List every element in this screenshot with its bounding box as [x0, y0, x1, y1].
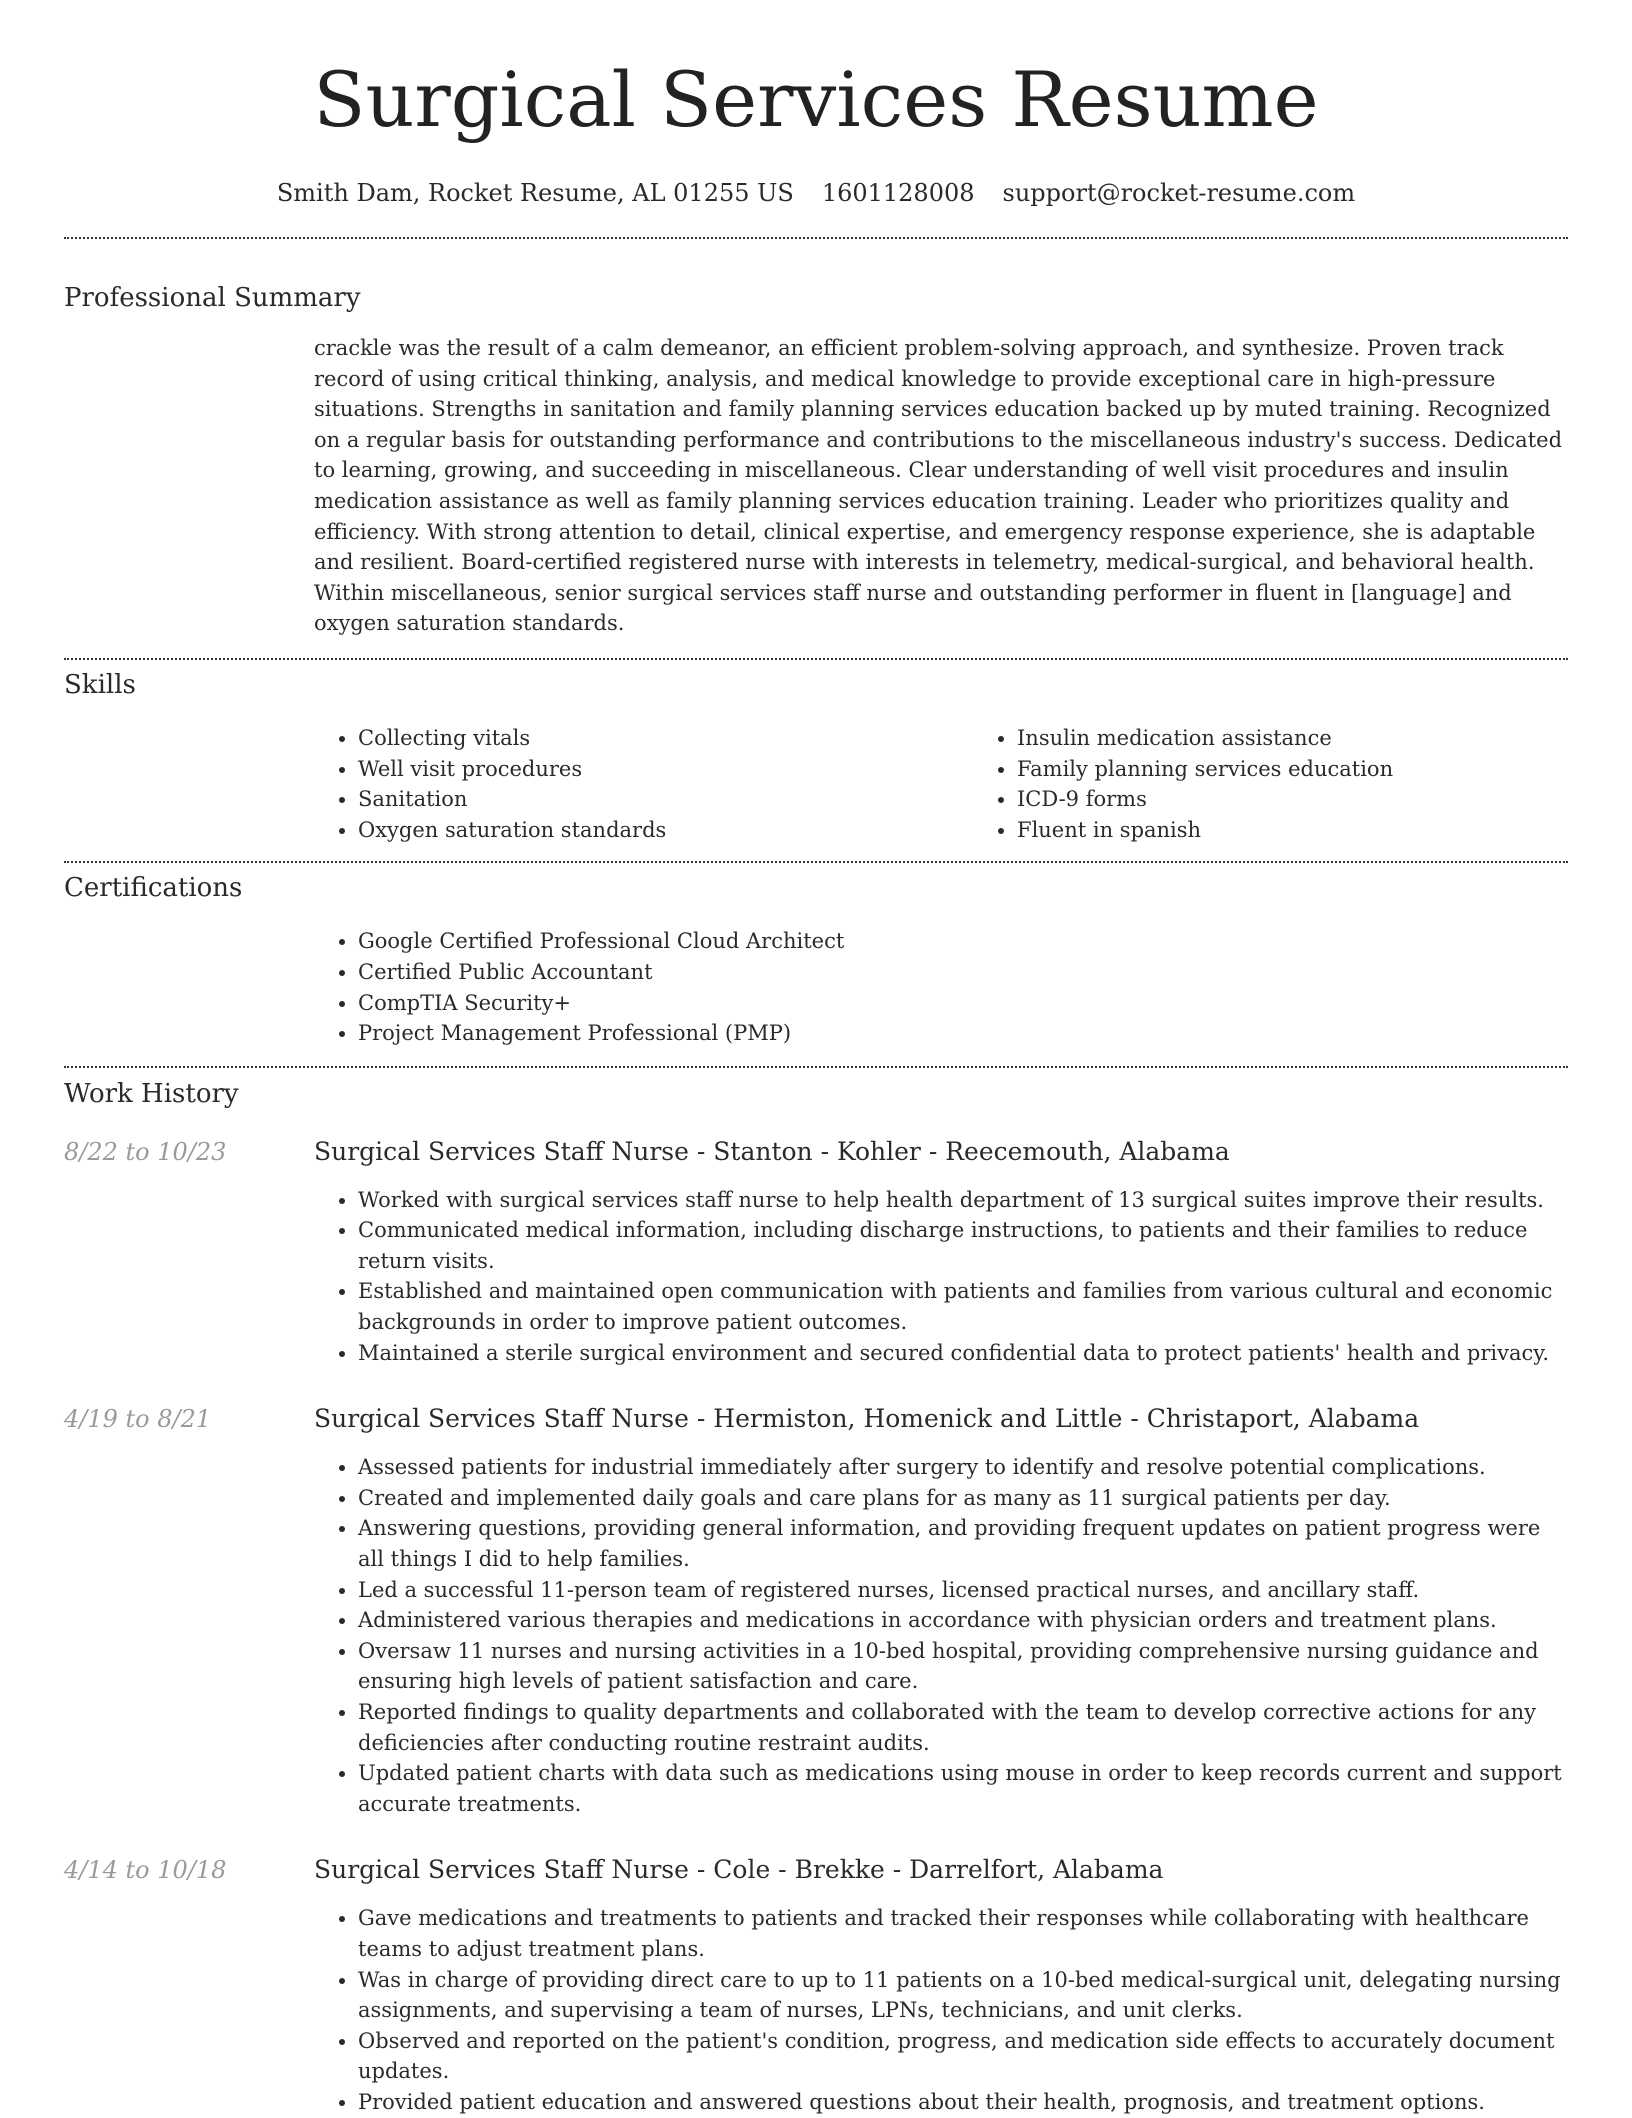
job-details	[314, 1903, 1568, 2117]
divider	[64, 237, 1568, 239]
divider	[64, 658, 1568, 660]
job-bullets	[314, 1185, 1568, 1369]
job-entry	[64, 1854, 1568, 2117]
job-bullet: • Created and implemented daily goals and care plans for as many as 11 surgical patients per day.	[358, 1483, 1568, 1514]
certification-item: • CompTIA Security+	[358, 988, 1568, 1019]
job-bullet: • Worked with surgical services staff nurse to help health department of 13 surgical suites improve their results.	[358, 1185, 1568, 1216]
skill-item: • ICD-9 forms	[1017, 784, 1632, 815]
skills-section	[64, 669, 1568, 845]
job-entry	[64, 1136, 1568, 1369]
summary-section	[64, 282, 1568, 639]
job-bullets	[314, 1903, 1568, 2117]
summary-heading: Professional Summary	[64, 283, 361, 313]
job-bullets	[314, 1452, 1568, 1819]
skill-item: • Collecting vitals	[358, 723, 973, 754]
skills-list-right	[973, 723, 1632, 845]
skill-item: • Well visit procedures	[358, 754, 973, 785]
contact-email: support@rocket-resume.com	[1002, 179, 1356, 207]
job-bullet: • Provided patient education and answered questions about their health, prognosis, and treatment options.	[358, 2087, 1568, 2118]
job-bullet: • Maintained a sterile surgical environment and secured confidential data to protect patients' health and privacy.	[358, 1338, 1568, 1369]
job-dates: 4/19 to 8/21	[64, 1405, 212, 1434]
certifications-body	[314, 926, 1568, 1048]
job-details	[314, 1185, 1568, 1369]
work-heading: Work History	[64, 1078, 239, 1109]
work-section	[64, 1078, 1568, 2118]
certifications-heading: Certifications	[64, 873, 243, 904]
skills-columns	[314, 723, 1568, 845]
job-bullet: • Established and maintained open communication with patients and families from various cultural and economic backgrounds in order to improve patient outcomes.	[358, 1276, 1568, 1337]
certifications-list	[314, 926, 1568, 1048]
certification-item: • Certified Public Accountant	[358, 957, 1568, 988]
certification-item: • Project Management Professional (PMP)	[358, 1018, 1568, 1049]
job-title: Surgical Services Staff Nurse - Hermiston, Homenick and Little - Christaport, Alabama	[314, 1404, 1420, 1434]
skills-heading: Skills	[64, 669, 136, 700]
job-bullet: • Reported findings to quality departments and collaborated with the team to develop corrective actions for any deficiencies after conducting routine restraint audits.	[358, 1697, 1568, 1758]
job-dates: 4/14 to 10/18	[64, 1856, 227, 1885]
job-bullet: • Was in charge of providing direct care to up to 11 patients on a 10-bed medical-surgical unit, delegating nursing assignments, and supervising a team of nurses, LPNs, technicians, and unit clerks.	[358, 1965, 1568, 2026]
contact-line	[64, 178, 1568, 208]
job-bullet: • Updated patient charts with data such as medications using mouse in order to keep records current and support accurate treatments.	[358, 1758, 1568, 1819]
job-entry	[64, 1403, 1568, 1819]
skills-list-left	[314, 723, 973, 845]
contact-phone: 1601128008	[821, 179, 975, 207]
skill-item: • Oxygen saturation standards	[358, 815, 973, 846]
job-bullet: • Oversaw 11 nurses and nursing activities in a 10-bed hospital, providing comprehensive nursing guidance and ensuring high levels of patient satisfaction and care.	[358, 1636, 1568, 1697]
job-bullet: • Observed and reported on the patient's condition, progress, and medication side effects to accurately document updates.	[358, 2026, 1568, 2087]
certifications-section	[64, 872, 1568, 1048]
job-bullet: • Answering questions, providing general information, and providing frequent updates on patient progress were all things I did to help families.	[358, 1513, 1568, 1574]
job-title: Surgical Services Staff Nurse - Cole - Brekke - Darrelfort, Alabama	[314, 1855, 1164, 1885]
job-bullet: • Assessed patients for industrial immediately after surgery to identify and resolve potential complications.	[358, 1452, 1568, 1483]
divider	[64, 861, 1568, 863]
skill-item: • Family planning services education	[1017, 754, 1632, 785]
skill-item: • Sanitation	[358, 784, 973, 815]
job-bullet: • Gave medications and treatments to patients and tracked their responses while collaborating with healthcare teams to adjust treatment plans.	[358, 1903, 1568, 1964]
certification-item: • Google Certified Professional Cloud Architect	[358, 926, 1568, 957]
divider	[64, 1066, 1568, 1068]
job-bullet: • Led a successful 11-person team of registered nurses, licensed practical nurses, and ancillary staff.	[358, 1575, 1568, 1606]
resume-title: Surgical Services Resume	[313, 55, 1319, 144]
job-details	[314, 1452, 1568, 1819]
job-title: Surgical Services Staff Nurse - Stanton - Kohler - Reecemouth, Alabama	[314, 1136, 1230, 1166]
skill-item: • Fluent in spanish	[1017, 815, 1632, 846]
summary-text: crackle was the result of a calm demeanor, an efficient problem-solving approach, and synthesize. Proven track record of using critical thinking, analysis, and medical knowledge to provide exceptional care in high-pressure situations. Strengths in sanitation and family planning services education backed up by muted training. Recognized on a regular basis for outstanding performance and contributions to the miscellaneous industry's success. Dedicated to learning, growing, and succeeding in miscellaneous. Clear understanding of well visit procedures and insulin medication assistance as well as family planning services education training. Leader who prioritizes quality and efficiency. With strong attention to detail, clinical expertise, and emergency response experience, she is adaptable and resilient. Board-certified registered nurse with interests in telemetry, medical-surgical, and behavioral health. Within miscellaneous, senior surgical services staff nurse and outstanding performer in fluent in [language] and oxygen saturation standards.	[314, 336, 1563, 636]
job-bullet: • Administered various therapies and medications in accordance with physician orders and treatment plans.	[358, 1605, 1568, 1636]
contact-address: Smith Dam, Rocket Resume, AL 01255 US	[276, 179, 794, 207]
resume-page	[64, 0, 1568, 2118]
job-dates: 8/22 to 10/23	[64, 1137, 227, 1166]
skill-item: • Insulin medication assistance	[1017, 723, 1632, 754]
job-bullet: • Communicated medical information, including discharge instructions, to patients and their families to reduce return visits.	[358, 1215, 1568, 1276]
